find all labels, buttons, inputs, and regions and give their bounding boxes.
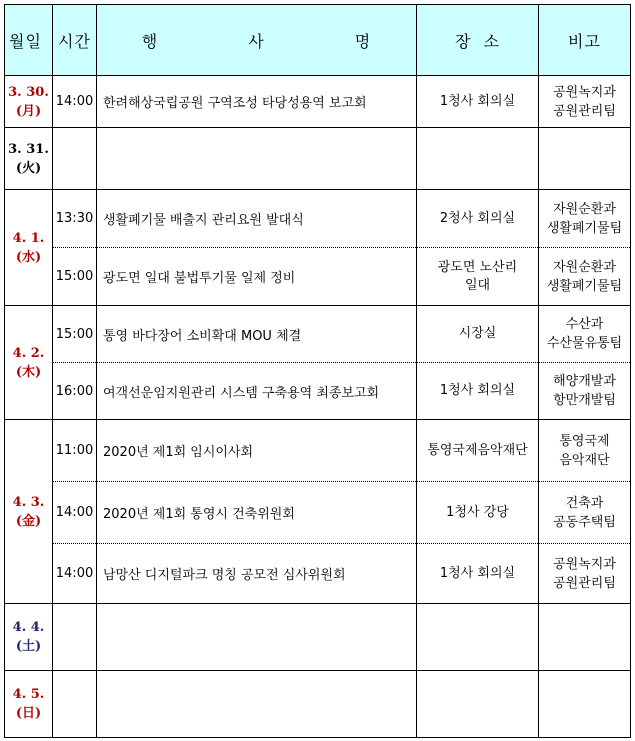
place-cell: 1청사 회의실: [417, 544, 539, 604]
date-value: 4. 1.: [12, 230, 45, 246]
date-value: 4. 4.: [12, 620, 45, 635]
time-cell: [53, 604, 97, 671]
place-cell: [417, 671, 539, 738]
table-row: [5, 544, 631, 604]
note-cell: 통영국제 음악재단: [539, 420, 631, 482]
table-row: [5, 76, 631, 128]
schedule-body: [5, 76, 631, 738]
table-row: [5, 482, 631, 544]
note-cell: [539, 128, 631, 190]
date-value: 4. 3.: [12, 494, 45, 510]
event-cell: 여객선운임지원관리 시스템 구축용역 최종보고회: [97, 363, 417, 420]
date-cell: [5, 76, 53, 128]
place-cell: 시장실: [417, 306, 539, 363]
table-row: [5, 363, 631, 420]
event-cell: [97, 671, 417, 738]
note-cell: 자원순환과 생활폐기물팀: [539, 190, 631, 248]
date-cell: [5, 128, 53, 190]
day-of-week: (月): [15, 103, 42, 119]
note-cell: [539, 604, 631, 671]
day-of-week: (火): [15, 160, 42, 176]
note-cell: [539, 671, 631, 738]
time-cell: 13:30: [53, 190, 97, 248]
time-cell: 16:00: [53, 363, 97, 420]
header-event: [97, 5, 417, 76]
table-row: [5, 420, 631, 482]
note-cell: 수산과 수산물유통팀: [539, 306, 631, 363]
header-note: 비고: [539, 5, 631, 76]
header-time: 시간: [53, 5, 97, 76]
header-event-char-3: 명: [354, 31, 372, 51]
table-row: [5, 190, 631, 248]
time-cell: 11:00: [53, 420, 97, 482]
table-row: [5, 306, 631, 363]
place-cell: 1청사 회의실: [417, 76, 539, 128]
time-cell: 15:00: [53, 248, 97, 306]
place-cell: [417, 604, 539, 671]
place-cell: [417, 128, 539, 190]
place-cell: 1청사 강당: [417, 482, 539, 544]
event-cell: 남망산 디지털파크 명칭 공모전 심사위원회: [97, 544, 417, 604]
event-cell: 광도면 일대 불법투기물 일제 정비: [97, 248, 417, 306]
table-row: [5, 128, 631, 190]
note-cell: 해양개발과 항만개발팀: [539, 363, 631, 420]
header-row: [5, 5, 631, 76]
day-of-week: (日): [15, 706, 42, 721]
day-of-week: (金): [15, 513, 42, 529]
event-cell: 한려해상국립공원 구역조성 타당성용역 보고회: [97, 76, 417, 128]
event-cell: 2020년 제1회 임시이사회: [97, 420, 417, 482]
time-cell: 14:00: [53, 544, 97, 604]
event-cell: [97, 128, 417, 190]
header-event-char-2: 사: [248, 31, 265, 51]
time-cell: [53, 128, 97, 190]
date-value: 4. 5.: [12, 687, 45, 702]
note-cell: 공원녹지과 공원관리팀: [539, 544, 631, 604]
date-cell: [5, 604, 53, 671]
event-cell: 2020년 제1회 통영시 건축위원회: [97, 482, 417, 544]
place-cell: 광도면 노산리 일대: [417, 248, 539, 306]
note-cell: 자원순환과 생활폐기물팀: [539, 248, 631, 306]
date-value: 3. 30.: [8, 84, 49, 100]
day-of-week: (土): [15, 639, 42, 654]
schedule-table: [4, 4, 631, 738]
date-cell: [5, 306, 53, 420]
note-cell: 건축과 공동주택팀: [539, 482, 631, 544]
place-cell: 통영국제음악재단: [417, 420, 539, 482]
event-cell: 생활폐기물 배출지 관리요원 발대식: [97, 190, 417, 248]
header-date: 월일: [5, 5, 53, 76]
date-cell: [5, 671, 53, 738]
time-cell: 14:00: [53, 76, 97, 128]
time-cell: [53, 671, 97, 738]
event-cell: [97, 604, 417, 671]
table-row: [5, 671, 631, 738]
event-cell: 통영 바다장어 소비확대 MOU 체결: [97, 306, 417, 363]
date-cell: [5, 190, 53, 306]
date-value: 4. 2.: [12, 345, 45, 361]
time-cell: 15:00: [53, 306, 97, 363]
time-cell: 14:00: [53, 482, 97, 544]
note-cell: 공원녹지과 공원관리팀: [539, 76, 631, 128]
date-value: 3. 31.: [8, 141, 49, 157]
table-row: [5, 604, 631, 671]
header-event-char-1: 행: [141, 31, 159, 51]
day-of-week: (木): [15, 364, 42, 380]
day-of-week: (水): [15, 249, 42, 265]
table-row: [5, 248, 631, 306]
place-cell: 2청사 회의실: [417, 190, 539, 248]
header-place: 장 소: [417, 5, 539, 76]
place-cell: 1청사 회의실: [417, 363, 539, 420]
date-cell: [5, 420, 53, 604]
